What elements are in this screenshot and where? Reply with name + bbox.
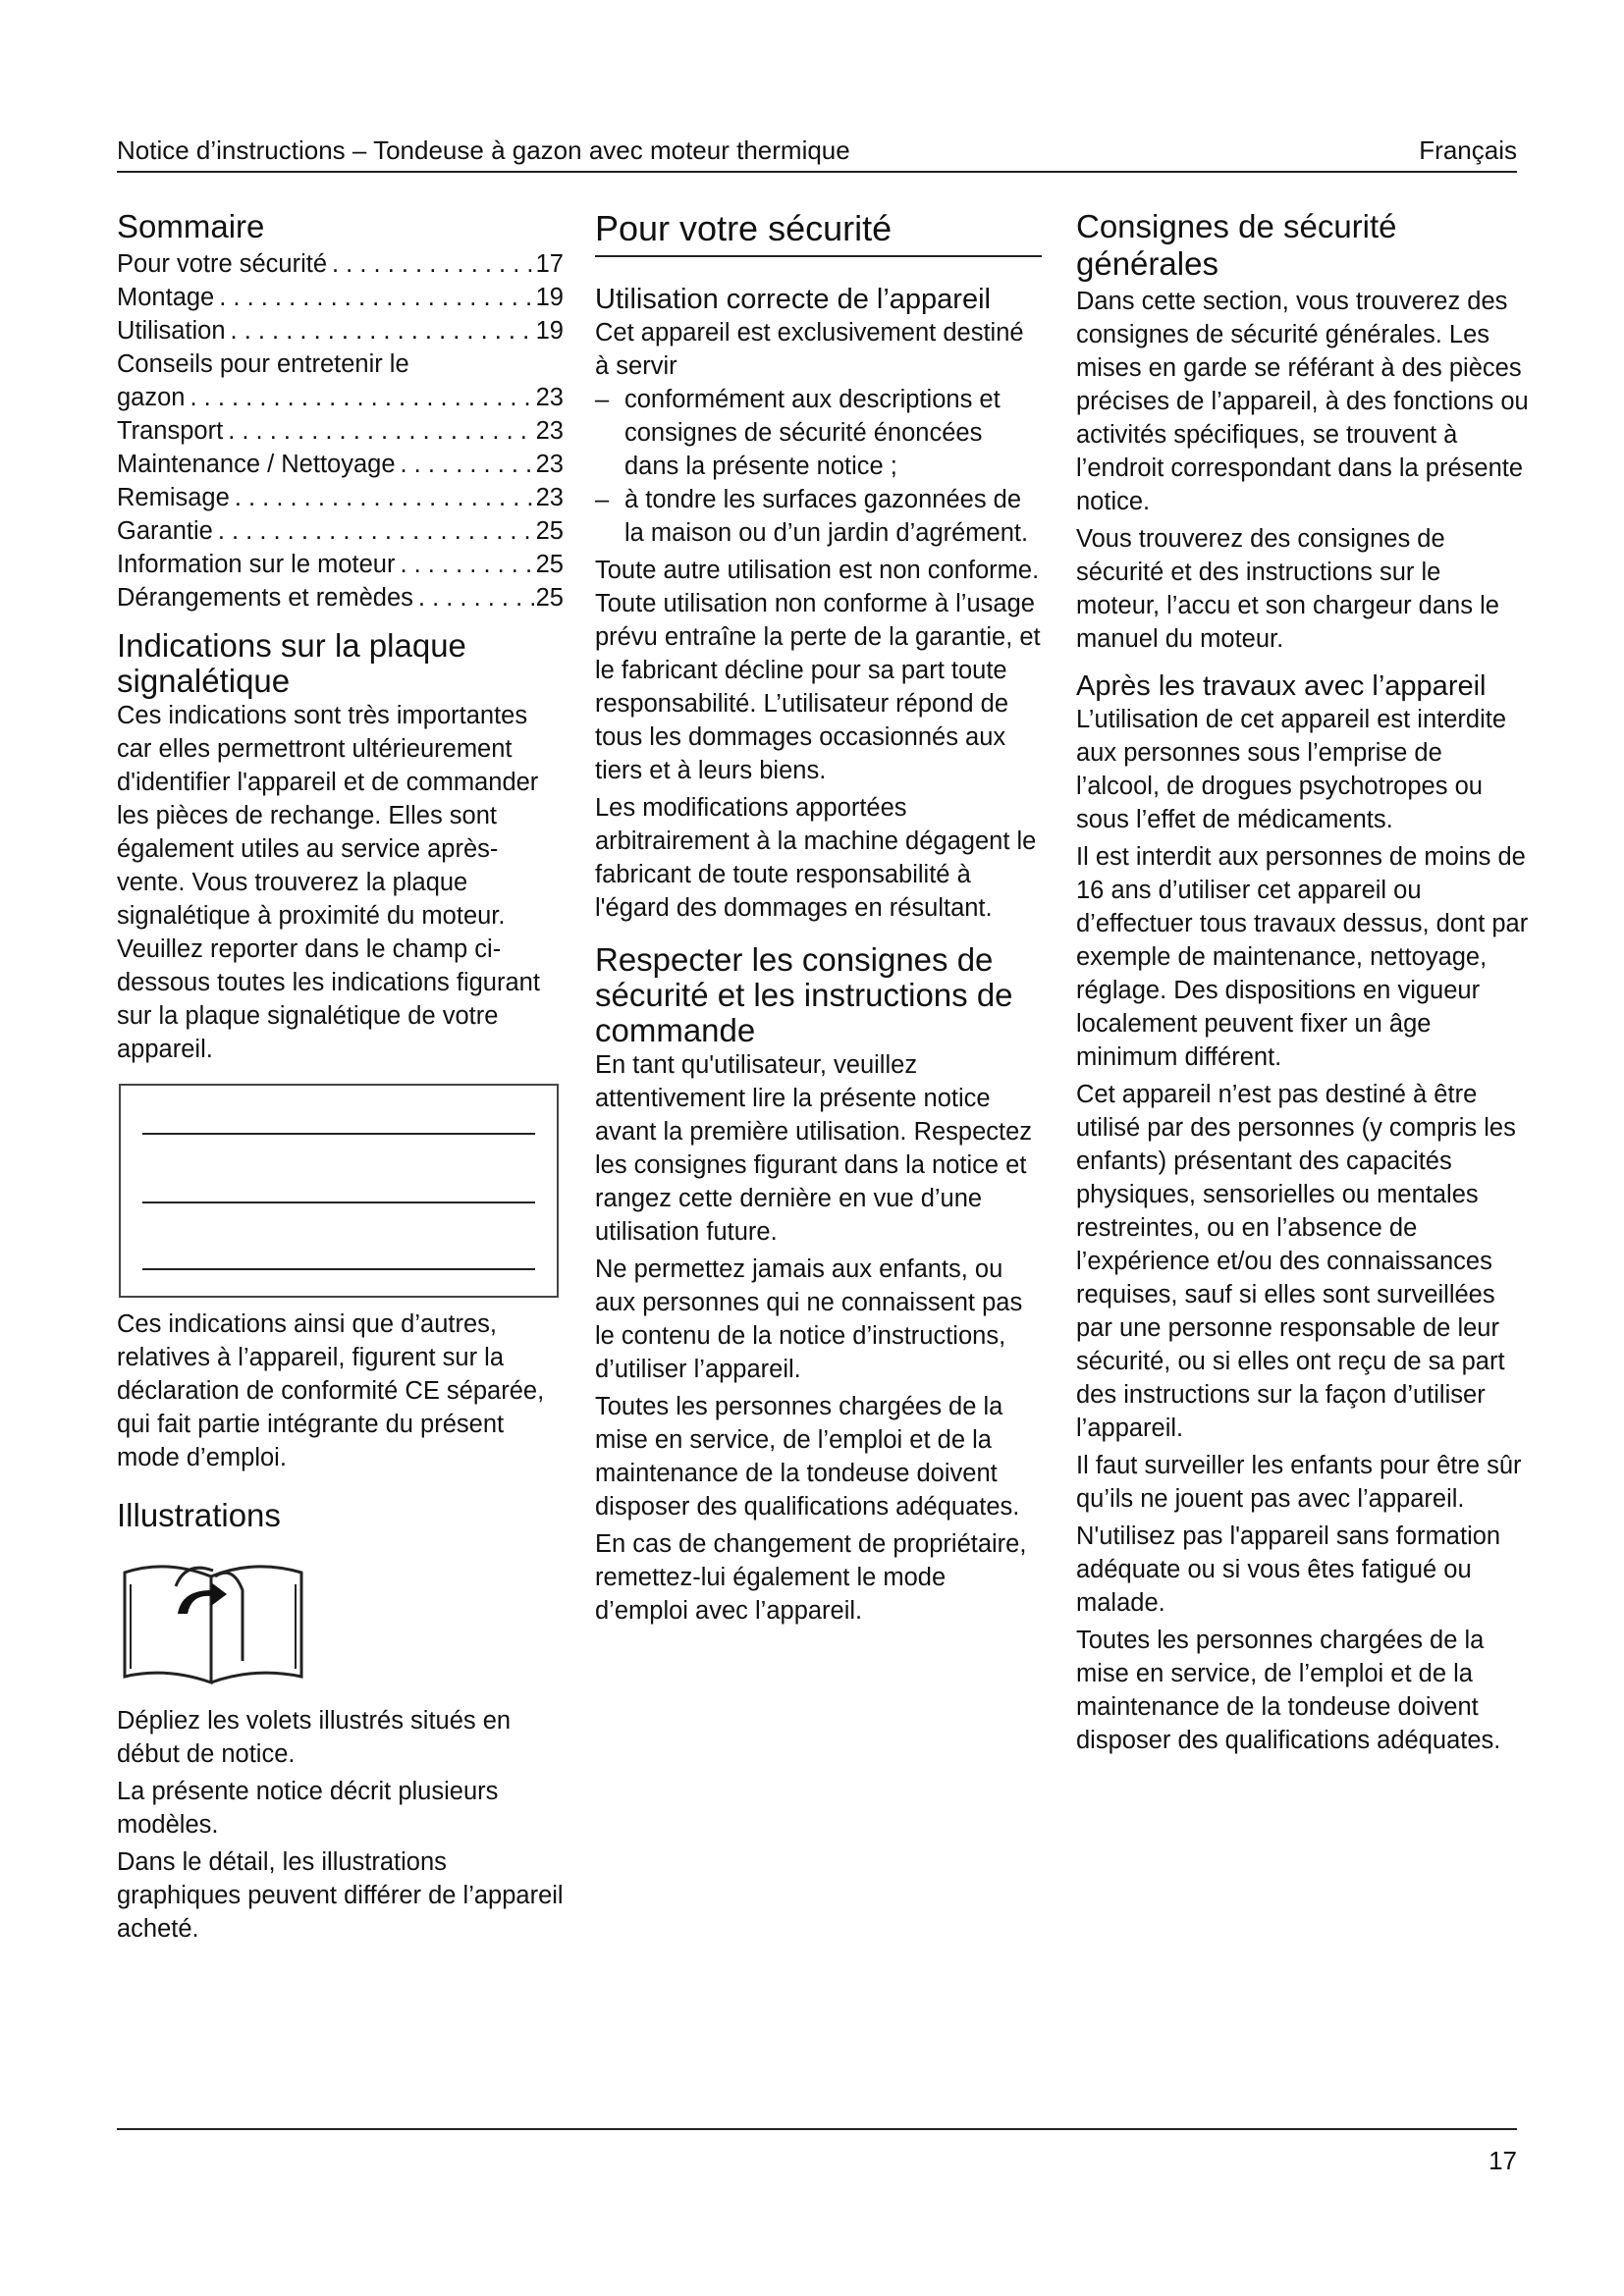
header-title: Notice d’instructions – Tondeuse à gazon avec moteur thermique — [117, 135, 850, 165]
column-left — [117, 208, 564, 1949]
declaration-text: Ces indications ainsi que d’autres, relatives à l’appareil, figurent sur la déclaration de conformité CE séparée, qui fait partie intégrante du présent mode d’emploi. — [117, 1310, 545, 1471]
utilisation-intro: Cet appareil est exclusivement destiné à servir — [595, 319, 1024, 380]
consignes-title: Consignes de sécurité générales — [1076, 208, 1397, 282]
toc-item: Remisage . . . 23 — [117, 481, 564, 514]
open-book-fold-out-icon — [117, 1551, 313, 1688]
illus-p1: Dépliez les volets illustrés situés en début de notice. — [117, 1707, 512, 1768]
page-number: 17 — [1489, 2146, 1517, 2175]
apres-p4: Il faut surveiller les enfants pour être sûr qu’ils ne jouent pas avec l’appareil. — [1076, 1452, 1522, 1513]
header-language: Français — [1419, 135, 1517, 165]
apres-p6: Toutes les personnes chargées de la mise en service, de l’emploi et de la maintenance de la tondeuse doivent disposer des qualifications adéquates. — [1076, 1627, 1501, 1754]
column-right — [1076, 208, 1530, 1761]
respect-p1: En tant qu'utilisateur, veuillez attentivement lire la présente notice avant la première utilisation. Respectez les consignes figurant dans la notice et rangez cette dernière en vue d’une utilisation future. — [595, 1051, 1033, 1246]
toc-item: Conseils pour entretenir le gazon . . . 23 — [117, 347, 564, 414]
sommaire-title: Sommaire — [117, 208, 265, 244]
toc-item: Pour votre sécurité . . . 17 — [117, 247, 564, 281]
toc-item: Dérangements et remèdes . . . 25 — [117, 581, 564, 614]
respect-p2: Ne permettez jamais aux enfants, ou aux personnes qui ne connaissent pas le contenu de la notice d’instructions, d’utiliser l’appareil. — [595, 1255, 1023, 1383]
column-middle — [595, 208, 1042, 1631]
illus-p2: La présente notice décrit plusieurs modèles. — [117, 1778, 499, 1839]
list-item: – à tondre les surfaces gazonnées de la maison ou d’un jardin d’agrément. — [595, 483, 1042, 550]
respect-p4: En cas de changement de propriétaire, remettez-lui également le mode d’emploi avec l’appareil. — [595, 1530, 1027, 1625]
illus-p3: Dans le détail, les illustrations graphiques peuvent différer de l’appareil acheté. — [117, 1848, 564, 1943]
consignes-p1: Dans cette section, vous trouverez des consignes de sécurité générales. Les mises en garde se référant à des pièces précises de l’appareil, à des fonctions ou activités spécifiques, se trouvent à l’endroit correspondant dans la présente notice. — [1076, 288, 1529, 515]
apres-p5: N'utilisez pas l'appareil sans formation adéquate ou si vous êtes fatigué ou malade. — [1076, 1522, 1501, 1617]
utilisation-title: Utilisation correcte de l’appareil — [595, 284, 991, 315]
respect-title: Respecter les consignes de sécurité et les instructions de commande — [595, 941, 1013, 1048]
table-of-contents — [117, 247, 564, 614]
toc-item: Garantie . . . 25 — [117, 514, 564, 548]
nameplate-entry-box — [119, 1084, 559, 1298]
page-footer-rule — [117, 2128, 1517, 2130]
entry-line — [142, 1201, 535, 1203]
plaque-title: Indications sur la plaque signalétique — [117, 627, 466, 699]
illustrations-title: Illustrations — [117, 1497, 281, 1533]
apres-p2: Il est interdit aux personnes de moins de 16 ans d’utiliser cet appareil ou d’effectuer tous travaux dessus, dont par exemple de maintenance, nettoyage, réglage. Des dispositions en vigueur localement peuvent fixer un âge minimum différent. — [1076, 843, 1529, 1071]
security-main-title: Pour votre sécurité — [595, 208, 1042, 257]
consignes-p2: Vous trouverez des consignes de sécurité et des instructions sur le moteur, l’accu et son chargeur dans le manuel du moteur. — [1076, 525, 1499, 653]
list-item: – conformément aux descriptions et consignes de sécurité énoncées dans la présente notice ; — [595, 383, 1042, 483]
apres-p1: L’utilisation de cet appareil est interdite aux personnes sous l’emprise de l’alcool, de drogues psychotropes ou sous l’effet de médicaments. — [1076, 706, 1507, 833]
utilisation-p3: Les modifications apportées arbitrairement à la machine dégagent le fabricant de toute responsabilité à l'égard des dommages en résultant. — [595, 794, 1037, 922]
toc-item: Utilisation . . . 19 — [117, 314, 564, 347]
utilisation-list — [595, 383, 1042, 550]
utilisation-p2: Toute autre utilisation est non conforme. Toute utilisation non conforme à l’usage prévu entraîne la perte de la garantie, et le fabricant décline pour sa part toute responsabilité. L’utilisateur répond de tous les dommages occasionnés aux tiers et à leurs biens. — [595, 557, 1041, 784]
toc-item: Information sur le moteur . . . 25 — [117, 548, 564, 581]
toc-item: Transport . . . 23 — [117, 414, 564, 448]
apres-title: Après les travaux avec l’appareil — [1076, 670, 1487, 702]
toc-item: Maintenance / Nettoyage . . . 23 — [117, 448, 564, 481]
entry-line — [142, 1133, 535, 1135]
plaque-text: Ces indications sont très importantes car elles permettront ultérieurement d'identifier l'appareil et de commander les pièces de rechange. Elles sont également utiles au service après-vente. Vous trouverez la plaque signalétique à proximité du moteur. Veuillez reporter dans le champ ci-dessous toutes les indications figurant sur la plaque signalétique de votre appareil. — [117, 702, 540, 1063]
respect-p3: Toutes les personnes chargées de la mise en service, de l’emploi et de la maintenance de la tondeuse doivent disposer des qualifications adéquates. — [595, 1393, 1020, 1521]
toc-item: Montage . . . 19 — [117, 281, 564, 314]
page-header — [117, 133, 1517, 173]
apres-p3: Cet appareil n’est pas destiné à être utilisé par des personnes (y compris les enfants) présentant des capacités physiques, sensorielles ou mentales restreintes, ou en l’absence de l’expérience et/ou des connaissances requises, sauf si elles sont surveillées par une personne responsable de leur sécurité, ou si elles ont reçu de sa part des instructions sur la façon d’utiliser l’appareil. — [1076, 1081, 1516, 1442]
entry-line — [142, 1268, 535, 1270]
